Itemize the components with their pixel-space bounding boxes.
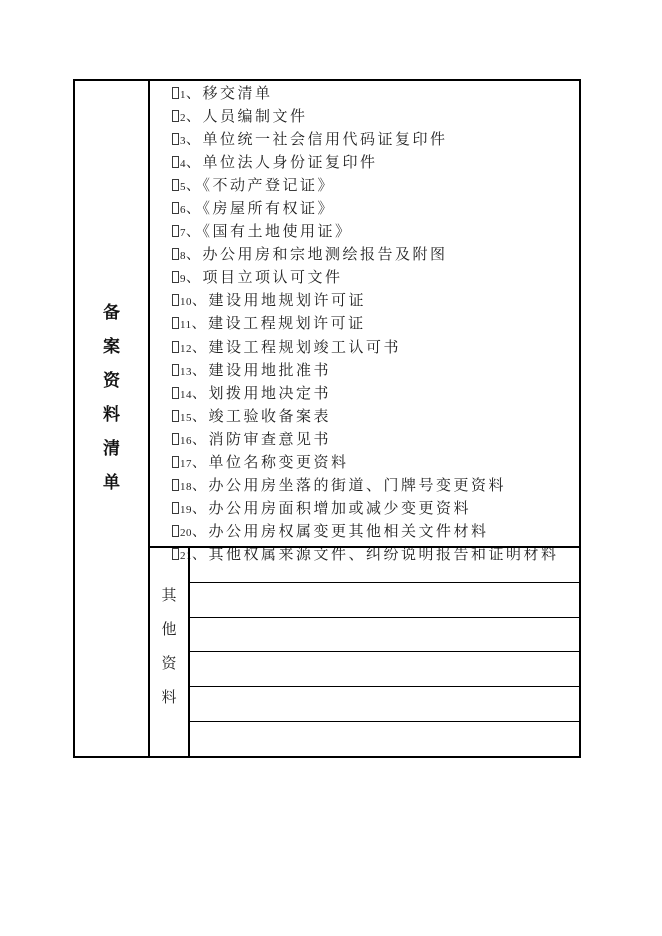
blank-fill-row[interactable] xyxy=(190,548,579,583)
item-separator: 、 xyxy=(192,547,209,563)
checklist-item xyxy=(172,198,577,221)
item-text: 建设工程规划竣工认可书 xyxy=(208,339,402,356)
checkbox-icon[interactable] xyxy=(172,225,179,237)
left-header-label xyxy=(103,296,120,500)
item-number: 9 xyxy=(180,273,186,286)
item-text: 《国有土地使用证》 xyxy=(202,224,353,241)
item-number: 5 xyxy=(180,181,186,194)
checklist-item xyxy=(172,221,577,244)
item-separator: 、 xyxy=(186,271,203,287)
item-number: 8 xyxy=(180,250,186,263)
item-text: 单位统一社会信用代码证复印件 xyxy=(202,132,448,149)
item-number: 6 xyxy=(180,204,186,217)
checklist-item xyxy=(172,406,577,429)
checklist-item xyxy=(172,267,577,290)
item-number: 16 xyxy=(180,434,192,447)
item-text: 项目立项认可文件 xyxy=(202,270,343,287)
item-separator: 、 xyxy=(186,225,203,241)
item-text: 《不动产登记证》 xyxy=(202,178,336,195)
item-separator: 、 xyxy=(186,87,203,102)
item-text: 办公用房和宗地测绘报告及附图 xyxy=(202,247,448,264)
checkbox-icon[interactable] xyxy=(172,179,179,191)
vertical-label-char: 备 xyxy=(103,302,120,322)
item-number: 12 xyxy=(180,342,192,355)
vertical-label-char: 单 xyxy=(103,472,120,492)
blank-fill-row[interactable] xyxy=(190,652,579,687)
checkbox-icon[interactable] xyxy=(172,294,179,306)
item-separator: 、 xyxy=(192,340,209,356)
checkbox-icon[interactable] xyxy=(172,364,179,376)
checkbox-icon[interactable] xyxy=(172,87,179,99)
checkbox-icon[interactable] xyxy=(172,502,179,514)
checklist-item xyxy=(172,360,577,383)
item-text: 划拨用地决定书 xyxy=(208,385,332,402)
item-separator: 、 xyxy=(186,156,203,172)
item-number: 4 xyxy=(180,158,186,171)
vertical-label-char: 资 xyxy=(103,370,120,390)
left-header-column xyxy=(75,81,150,756)
item-text: 其他权属来源文件、纠纷说明报告和证明材料 xyxy=(208,546,559,563)
vertical-label-char: 料 xyxy=(161,690,177,706)
checkbox-icon[interactable] xyxy=(172,341,179,353)
item-separator: 、 xyxy=(192,524,209,540)
vertical-label-char: 其 xyxy=(161,588,177,604)
checkbox-icon[interactable] xyxy=(172,317,179,329)
item-text: 建设用地批准书 xyxy=(208,362,332,379)
checklist-item xyxy=(172,313,577,336)
item-separator: 、 xyxy=(191,317,209,333)
checklist-item xyxy=(172,244,577,267)
item-text: 建设工程规划许可证 xyxy=(208,316,366,333)
blank-fill-row[interactable] xyxy=(190,722,579,756)
checklist-item xyxy=(172,452,577,475)
item-number: 13 xyxy=(180,365,192,378)
checklist-item xyxy=(172,152,577,175)
item-number: 10 xyxy=(180,296,192,309)
item-separator: 、 xyxy=(186,133,203,149)
table-content-column xyxy=(150,81,579,756)
checklist-item xyxy=(172,106,577,129)
checkbox-icon[interactable] xyxy=(172,456,179,468)
item-text: 竣工验收备案表 xyxy=(208,408,332,425)
checkbox-icon[interactable] xyxy=(172,156,179,168)
item-separator: 、 xyxy=(192,409,209,425)
item-text: 建设用地规划许可证 xyxy=(208,293,367,310)
vertical-label-char: 料 xyxy=(103,404,120,424)
checklist-item xyxy=(172,498,577,521)
checklist-section xyxy=(150,81,579,563)
checkbox-icon[interactable] xyxy=(172,525,179,537)
checklist-item xyxy=(172,129,577,152)
checkbox-icon[interactable] xyxy=(172,387,179,399)
checklist-item xyxy=(172,521,577,544)
item-number: 17 xyxy=(180,457,192,470)
item-number: 14 xyxy=(180,388,192,401)
item-separator: 、 xyxy=(186,202,203,218)
item-text: 办公用房权属变更其他相关文件材料 xyxy=(208,523,489,540)
item-text: 人员编制文件 xyxy=(202,109,308,126)
item-number: 11 xyxy=(180,319,192,332)
checkbox-icon[interactable] xyxy=(172,410,179,422)
item-text: 单位名称变更资料 xyxy=(208,454,349,471)
item-number: 21 xyxy=(180,549,192,562)
item-number: 2 xyxy=(180,112,186,125)
blank-fill-row[interactable] xyxy=(190,583,579,618)
checkbox-icon[interactable] xyxy=(172,110,179,122)
checkbox-icon[interactable] xyxy=(172,133,179,145)
blank-fill-row[interactable] xyxy=(190,687,579,722)
checkbox-icon[interactable] xyxy=(172,248,179,260)
vertical-label-char: 他 xyxy=(161,622,177,638)
item-number: 3 xyxy=(180,135,186,148)
vertical-label-char: 案 xyxy=(103,336,120,356)
filing-materials-table xyxy=(73,79,581,758)
item-text: 单位法人身份证复印件 xyxy=(202,155,378,172)
vertical-label-char: 资 xyxy=(161,656,177,672)
item-number: 20 xyxy=(180,526,192,539)
item-separator: 、 xyxy=(192,432,209,448)
item-text: 移交清单 xyxy=(202,86,273,102)
checklist-item xyxy=(172,337,577,360)
item-separator: 、 xyxy=(186,179,203,195)
blank-fill-row[interactable] xyxy=(190,618,579,653)
checkbox-icon[interactable] xyxy=(172,202,179,214)
item-separator: 、 xyxy=(186,110,203,126)
checkbox-icon[interactable] xyxy=(172,271,179,283)
other-materials-header xyxy=(150,548,190,756)
checklist-item xyxy=(172,475,577,498)
item-text: 办公用房坐落的街道、门牌号变更资料 xyxy=(208,477,507,494)
checkbox-icon[interactable] xyxy=(172,433,179,445)
item-number: 7 xyxy=(180,227,186,240)
checklist-item xyxy=(172,290,577,313)
item-number: 1 xyxy=(180,89,186,101)
item-separator: 、 xyxy=(192,455,209,471)
item-text: 办公用房面积增加或减少变更资料 xyxy=(208,500,472,517)
checklist-item xyxy=(172,175,577,198)
item-separator: 、 xyxy=(192,478,209,494)
vertical-label-char: 清 xyxy=(103,438,120,458)
checkbox-icon[interactable] xyxy=(172,479,179,491)
item-text: 《房屋所有权证》 xyxy=(202,201,336,218)
checklist-item xyxy=(172,429,577,452)
checklist-item xyxy=(172,83,577,106)
item-number: 19 xyxy=(180,503,192,516)
other-materials-section xyxy=(150,546,579,756)
item-text: 消防审查意见书 xyxy=(208,431,332,448)
item-separator: 、 xyxy=(192,501,209,517)
item-separator: 、 xyxy=(192,386,209,402)
item-separator: 、 xyxy=(192,363,209,379)
item-number: 15 xyxy=(180,411,192,424)
item-number: 18 xyxy=(180,480,192,493)
other-materials-rows xyxy=(190,548,579,756)
item-separator: 、 xyxy=(192,294,209,310)
other-materials-label xyxy=(161,579,176,715)
item-separator: 、 xyxy=(186,248,203,264)
checklist-item xyxy=(172,383,577,406)
